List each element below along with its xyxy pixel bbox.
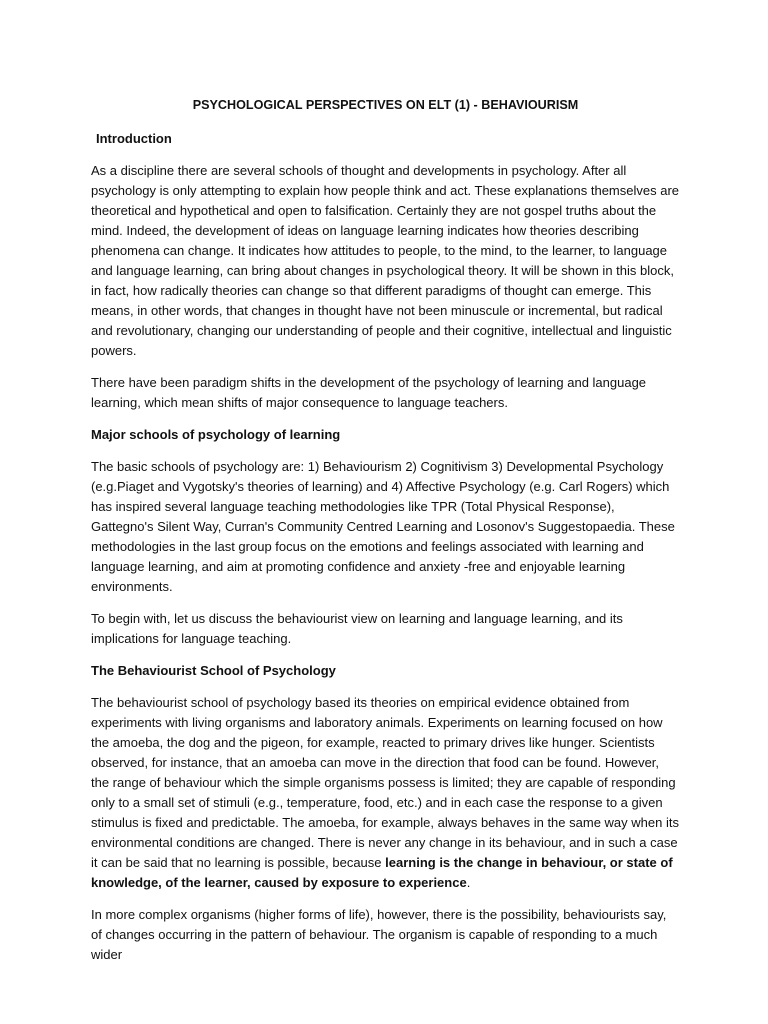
major-schools-paragraph-1: The basic schools of psychology are: 1) Behaviourism 2) Cognitivism 3) Developmental Psychology (e.g.Piaget and Vygotsky's theories of learning) and 4) Affective Psychology (e.g. Carl Rogers) which has inspired several language teaching methodologies like TPR (Total Physical Response), Gattegno's Silent Way, Curran's Community Centred Learning and Losonov's Suggestopaedia. These methodologies in the last group focus on the emotions and feelings associated with learning and language learning, and aim at promoting confidence and anxiety -free and enjoyable learning environments. — [91, 459, 675, 594]
introduction-heading: Introduction — [96, 131, 172, 146]
document-title: PSYCHOLOGICAL PERSPECTIVES ON ELT (1) - BEHAVIOURISM — [192, 98, 579, 112]
behaviourist-paragraph-1 — [91, 693, 680, 893]
learning-definition-bold: learning is the change in behaviour, or state of knowledge, of the learner, caused by exposure to experience — [91, 855, 673, 890]
behaviourist-paragraph-1-text: The behaviourist school of psychology based its theories on empirical evidence obtained from experiments with living organisms and laboratory animals. Experiments on learning focused on how the amoeba, the dog and the pigeon, for example, reacted to primary drives like hunger. Scientists observed, for instance, that an amoeba can move in the direction that food can be found. However, the range of behaviour which the simple organisms possess is limited; they are capable of responding only to a small set of stimuli (e.g., temperature, food, etc.) and in each case the response to a given stimulus is fixed and predictable. The amoeba, for example, always behaves in the same way when its environmental conditions are changed. There is never any change in its behaviour, and in such a case it can be said that no learning is possible, because — [91, 695, 679, 870]
introduction-paragraph-1: As a discipline there are several schools of thought and developments in psychology. After all psychology is only attempting to explain how people think and act. These explanations themselves are theoretical and hypothetical and open to falsification. Certainly they are not gospel truths about the mind. Indeed, the development of ideas on language learning indicates how theories describing phenomena can change. It indicates how attitudes to people, to the mind, to the learner, to language and language learning, can bring about changes in psychological theory. It will be shown in this block, in fact, how radically theories can change so that different paradigms of thought can emerge. This means, in other words, that changes in thought have not been minuscule or incremental, but radical and revolutionary, changing our understanding of people and their cognitive, intellectual and linguistic powers. — [91, 163, 680, 358]
behaviourist-paragraph-2: In more complex organisms (higher forms of life), however, there is the possibility, behaviourists say, of changes occurring in the pattern of behaviour. The organism is capable of responding to a much wider — [91, 907, 667, 962]
introduction-paragraph-2: There have been paradigm shifts in the development of the psychology of learning and language learning, which mean shifts of major consequence to language teachers. — [91, 375, 647, 410]
behaviourist-school-heading: The Behaviourist School of Psychology — [91, 663, 336, 678]
major-schools-paragraph-2: To begin with, let us discuss the behaviourist view on learning and language learning, and its implications for language teaching. — [91, 611, 623, 646]
behaviourist-paragraph-1-end: . — [466, 875, 471, 890]
major-schools-heading: Major schools of psychology of learning — [91, 427, 341, 442]
